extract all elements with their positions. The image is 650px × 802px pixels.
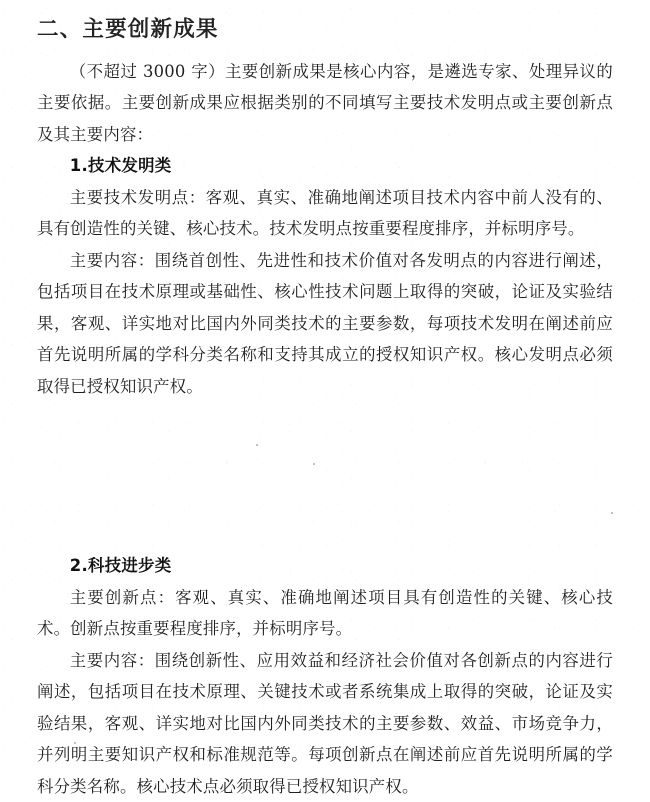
intro-paragraph: （不超过 3000 字）主要创新成果是核心内容，是遴选专家、处理异议的主要依据。主要创新成果应根据类别的不同填写主要技术发明点或主要创新点及其主要内容： xyxy=(37,61,613,144)
document-content xyxy=(37,0,613,802)
page-title: 二、主要创新成果 xyxy=(37,17,219,42)
section-2-paragraph-main-content: 主要内容：围绕创新性、应用效益和经济社会价值对各创新点的内容进行阐述，包括项目在技术原理、关键技术或者系统集成上取得的突破，论证及实验结果，客观、详实地对比国内外同类技术的主要参数、效益、市场竞争力，并列明主要知识产权和标准规范等。每项创新点在阐述前应首先说明所属的学科分类名称。核心技术点必须取得已授权知识产权。 xyxy=(37,650,613,796)
section-2-paragraph-innovation-points: 主要创新点：客观、真实、准确地阐述项目具有创造性的关键、核心技术。创新点按重要程度排序，并标明序号。 xyxy=(37,587,613,639)
section-1-paragraph-invention-points: 主要技术发明点：客观、真实、准确地阐述项目技术内容中前人没有的、具有创造性的关键、核心技术。技术发明点按重要程度排序，并标明序号。 xyxy=(37,187,613,239)
section-heading-sci-tech-progress: 2.科技进步类 xyxy=(69,556,172,576)
section-heading-technical-invention: 1.技术发明类 xyxy=(69,156,172,176)
section-spacer xyxy=(37,402,613,550)
section-1-paragraph-main-content: 主要内容：围绕首创性、先进性和技术价值对各发明点的内容进行阐述，包括项目在技术原理或基础性、核心性技术问题上取得的突破，论证及实验结果，客观、详实地对比国内外同类技术的主要参数，每项技术发明在阐述前应首先说明所属的学科分类名称和支持其成立的授权知识产权。核心发明点必须取得已授权知识产权。 xyxy=(37,250,613,396)
